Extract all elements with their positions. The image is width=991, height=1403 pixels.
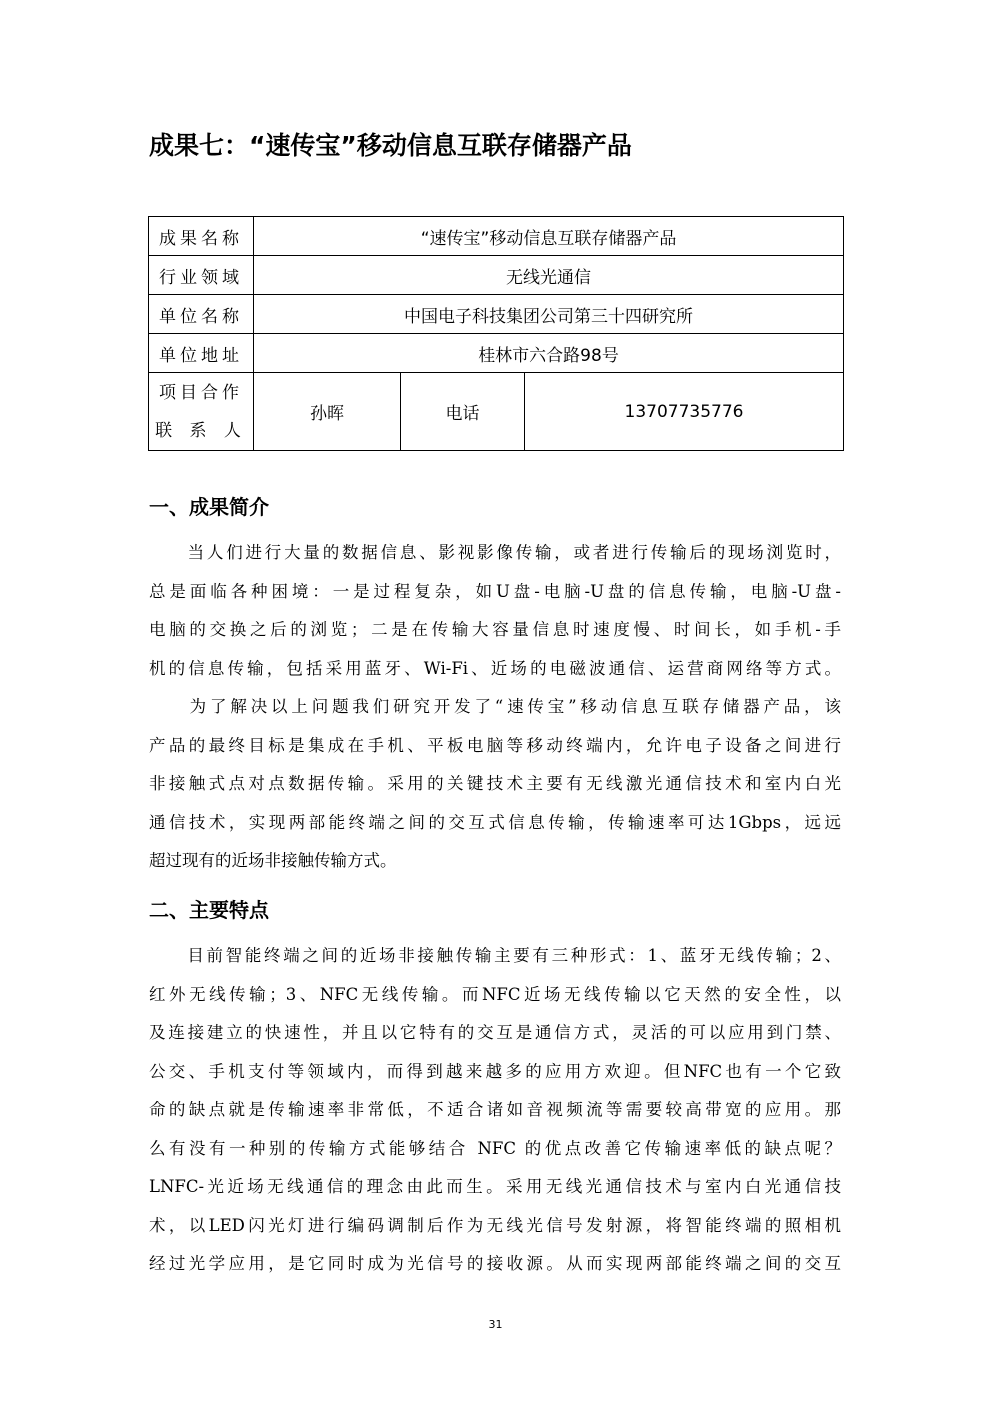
text-line: 当人们进行大量的数据信息、影视影像传输，或者进行传输后的现场浏览时， xyxy=(149,543,841,562)
text-line: 及连接建立的快速性，并且以它特有的交互是通信方式，灵活的可以应用到门禁、 xyxy=(149,1023,841,1042)
features-paragraph-1 xyxy=(149,937,841,1284)
text-line: 通信技术，实现两部能终端之间的交互式信息传输，传输速率可达1Gbps，远远 xyxy=(149,812,841,832)
org-label: 单位名称 xyxy=(149,295,254,334)
contact-name: 孙晖 xyxy=(254,373,401,451)
section-heading-features: 二、主要特点 xyxy=(149,898,269,922)
text-line: 经过光学应用，是它同时成为光信号的接收源。从而实现两部能终端之间的交互 xyxy=(149,1254,841,1273)
phone-value: 13707735776 xyxy=(525,373,844,451)
text-line: 么有没有一种别的传输方式能够结合 NFC 的优点改善它传输速率低的缺点呢？ xyxy=(149,1138,841,1158)
contact-label-line2: 联 系 人 xyxy=(155,420,247,441)
contact-label xyxy=(149,373,254,451)
section-heading-intro: 一、成果简介 xyxy=(149,495,269,519)
info-table xyxy=(148,216,844,451)
phone-label: 电话 xyxy=(401,373,525,451)
intro-paragraph-1 xyxy=(149,534,841,688)
name-label: 成果名称 xyxy=(149,217,254,256)
name-value: “速传宝”移动信息互联存储器产品 xyxy=(254,217,844,256)
text-line: 目前智能终端之间的近场非接触传输主要有三种形式：1、蓝牙无线传输；2、 xyxy=(149,946,841,965)
contact-label-line1: 项目合作 xyxy=(159,382,243,403)
table-row xyxy=(149,334,844,373)
table-row xyxy=(149,256,844,295)
text-line: 总是面临各种困境：一是过程复杂，如U盘-电脑-U盘的信息传输，电脑-U盘- xyxy=(149,581,841,601)
text-line: LNFC-光近场无线通信的理念由此而生。采用无线光通信技术与室内白光通信技 xyxy=(149,1177,841,1196)
text-line: 公交、手机支付等领域内，而得到越来越多的应用方欢迎。但NFC也有一个它致 xyxy=(149,1061,841,1081)
table-row xyxy=(149,373,844,451)
text-line: 术，以LED闪光灯进行编码调制后作为无线光信号发射源，将智能终端的照相机 xyxy=(149,1215,841,1235)
field-value: 无线光通信 xyxy=(254,256,844,295)
text-line: 超过现有的近场非接触传输方式。 xyxy=(149,851,397,870)
text-line: 命的缺点就是传输速率非常低，不适合诸如音视频流等需要较高带宽的应用。那 xyxy=(149,1100,841,1119)
addr-label: 单位地址 xyxy=(149,334,254,373)
text-line: 非接触式点对点数据传输。采用的关键技术主要有无线激光通信技术和室内白光 xyxy=(149,774,841,793)
intro-paragraph-2 xyxy=(149,688,841,881)
text-line: 红外无线传输；3、NFC无线传输。而NFC近场无线传输以它天然的安全性，以 xyxy=(149,984,841,1004)
page-number: 31 xyxy=(488,1318,503,1331)
field-label: 行业领域 xyxy=(149,256,254,295)
text-line: 电脑的交换之后的浏览；二是在传输大容量信息时速度慢、时间长，如手机-手 xyxy=(149,620,841,639)
text-line: 为了解决以上问题我们研究开发了“速传宝”移动信息互联存储器产品，该 xyxy=(149,697,841,716)
text-line: 机的信息传输，包括采用蓝牙、Wi-Fi、近场的电磁波通信、运营商网络等方式。 xyxy=(149,658,841,678)
org-value: 中国电子科技集团公司第三十四研究所 xyxy=(254,295,844,334)
addr-value: 桂林市六合路98号 xyxy=(254,334,844,373)
text-line: 产品的最终目标是集成在手机、平板电脑等移动终端内，允许电子设备之间进行 xyxy=(149,735,841,755)
table-row xyxy=(149,217,844,256)
table-row xyxy=(149,295,844,334)
page-title: 成果七：“速传宝”移动信息互联存储器产品 xyxy=(149,131,632,160)
